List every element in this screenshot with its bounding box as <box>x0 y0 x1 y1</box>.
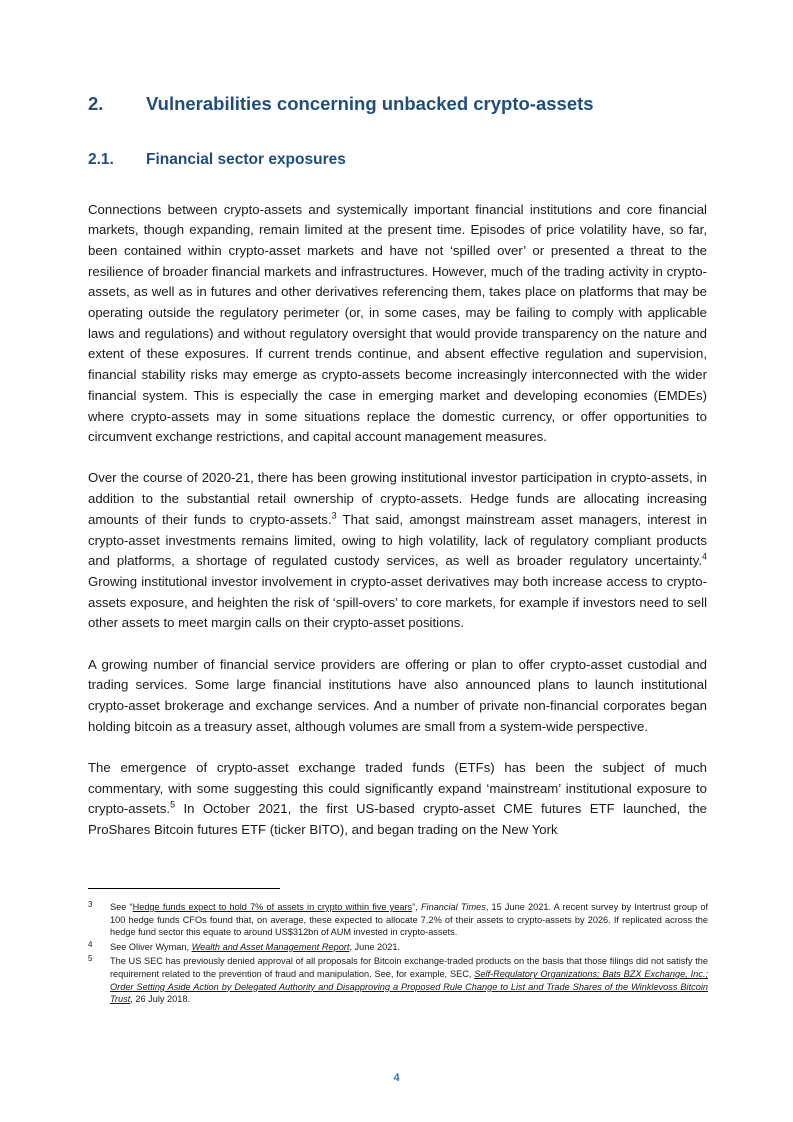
page-number: 4 <box>393 1072 400 1084</box>
footnote-5-link[interactable]: Self-Regulatory Organizations; Bats BZX Exchange, Inc.; Order Setting Aside Action by Delegated Authority and Disapproving a Proposed Rule Change to List and Trade Shares of the Winklevoss Bitcoin Trust <box>110 968 708 1005</box>
section-heading <box>88 92 707 115</box>
footnote-3-after-link: ”, <box>412 902 421 912</box>
footnote-ref-3[interactable]: 3 <box>331 510 337 521</box>
paragraph-4-part-b: In October 2021, the first US-based crypto-asset CME futures ETF launched, the ProShares Bitcoin futures ETF (ticker BITO), and began trading on the New York <box>88 801 707 837</box>
paragraph-4-part-a: The emergence of crypto-asset exchange traded funds (ETFs) has been the subject of much commentary, with some suggesting this could significantly expand ‘mainstream’ institutional exposure to crypto-assets. <box>88 759 707 817</box>
paragraph-2-part-a: Over the course of 2020-21, there has been growing institutional investor participation in crypto-assets, in addition to the substantial retail ownership of crypto-assets. Hedge funds are allocating increasing amounts of their funds to crypto-assets. <box>88 470 707 527</box>
footnote-3-link[interactable]: Hedge funds expect to hold 7% of assets in crypto within five years <box>132 902 413 912</box>
footnote-text-5 <box>110 955 708 1005</box>
paragraph-2-part-b: That said, amongst mainstream asset managers, interest in crypto-asset investments remains limited, owing to high volatility, lack of regulatory compliant products and platforms, a shortage of regulated custody services, as well as broader regulatory uncertainty. <box>88 511 707 569</box>
paragraph-3: A growing number of financial service providers are offering or plan to offer crypto-asset custodial and trading services. Some large financial institutions have also announced plans to launch institutional crypto-asset brokerage and exchange services. And a number of private non-financial corporates began holding bitcoin as a treasury asset, although volumes are small from a system-wide perspective. <box>88 656 707 734</box>
paragraph-1: Connections between crypto-assets and systemically important financial institutions and core financial markets, though expanding, remain limited at the present time. Episodes of price volatility have, so far, been contained within crypto-asset markets and have not ‘spilled over’ or presented a threat to the resilience of broader financial markets and infrastructures. However, much of the trading activity in crypto-assets, as well as in futures and other derivatives referencing them, takes place on platforms that may be operating outside the regulatory perimeter (or, in some cases, may be failing to comply with applicable laws and regulations) and without regulatory oversight that would provide transparency on the nature and extent of these exposures. If current trends continue, and absent effective regulation and supervision, financial stability risks may emerge as crypto-assets become increasingly interconnected with the wider financial system. This is especially the case in emerging market and developing economies (EMDEs) where crypto-assets may in some situations replace the domestic currency, or offer opportunities to circumvent exchange restrictions, and capital account management measures. <box>88 201 707 445</box>
footnote-separator-rule <box>88 888 280 889</box>
footnote-4-tail: , June 2021. <box>349 941 400 952</box>
paragraph-2 <box>88 468 707 634</box>
paragraph-4 <box>88 758 707 841</box>
footnote-item-4 <box>88 941 708 954</box>
footnote-ref-4[interactable]: 4 <box>701 551 707 562</box>
footnotes-section <box>88 888 708 1008</box>
footnote-4-link[interactable]: Wealth and Asset Management Report <box>191 941 350 952</box>
footnote-ref-5[interactable]: 5 <box>170 799 176 810</box>
footnote-3-lead: See “ <box>110 902 133 912</box>
footnote-number-3: 3 <box>88 900 93 909</box>
paragraph-2-part-c: Growing institutional investor involvement in crypto-asset derivatives may both increase access to crypto-assets exposure, and heighten the risk of ‘spill-overs’ to core markets, for example if investors need to sell other assets to meet margin calls on their crypto-asset positions. <box>88 573 707 631</box>
footnote-4-lead: See Oliver Wyman, <box>110 941 192 952</box>
footnote-item-5 <box>88 955 708 1005</box>
footnote-3-tail: , 15 June 2021. A recent survey by Intertrust group of 100 hedge funds CFOs found that, on average, these expected to allocate 7.2% of their assets to crypto-assets by 2026. If replicated across the hedge fund sector this equate to around US$312bn of AUM invested in crypto-assets. <box>110 902 708 938</box>
footnote-text-4 <box>110 941 708 954</box>
footnote-text-3 <box>110 901 708 939</box>
footnote-number-5: 5 <box>88 954 93 964</box>
subsection-heading-title: Financial sector exposures <box>146 151 346 169</box>
footnote-item-3 <box>88 901 708 939</box>
footnote-5-tail: , 26 July 2018. <box>130 994 191 1005</box>
footnote-3-italic: Financial Times <box>420 902 486 912</box>
footnote-5-lead: The US SEC has previously denied approval of all proposals for Bitcoin exchange-traded products on the basis that those filings did not satisfy the requirement related to the prevention of fraud and manipulation. See, for example, SEC, <box>110 956 708 979</box>
section-heading-number: 2. <box>88 93 104 114</box>
footnote-number-4: 4 <box>88 939 93 949</box>
subsection-heading <box>88 150 707 169</box>
subsection-heading-number: 2.1. <box>88 151 114 169</box>
section-heading-title: Vulnerabilities concerning unbacked crypto-assets <box>146 93 594 114</box>
page-content <box>88 92 707 841</box>
